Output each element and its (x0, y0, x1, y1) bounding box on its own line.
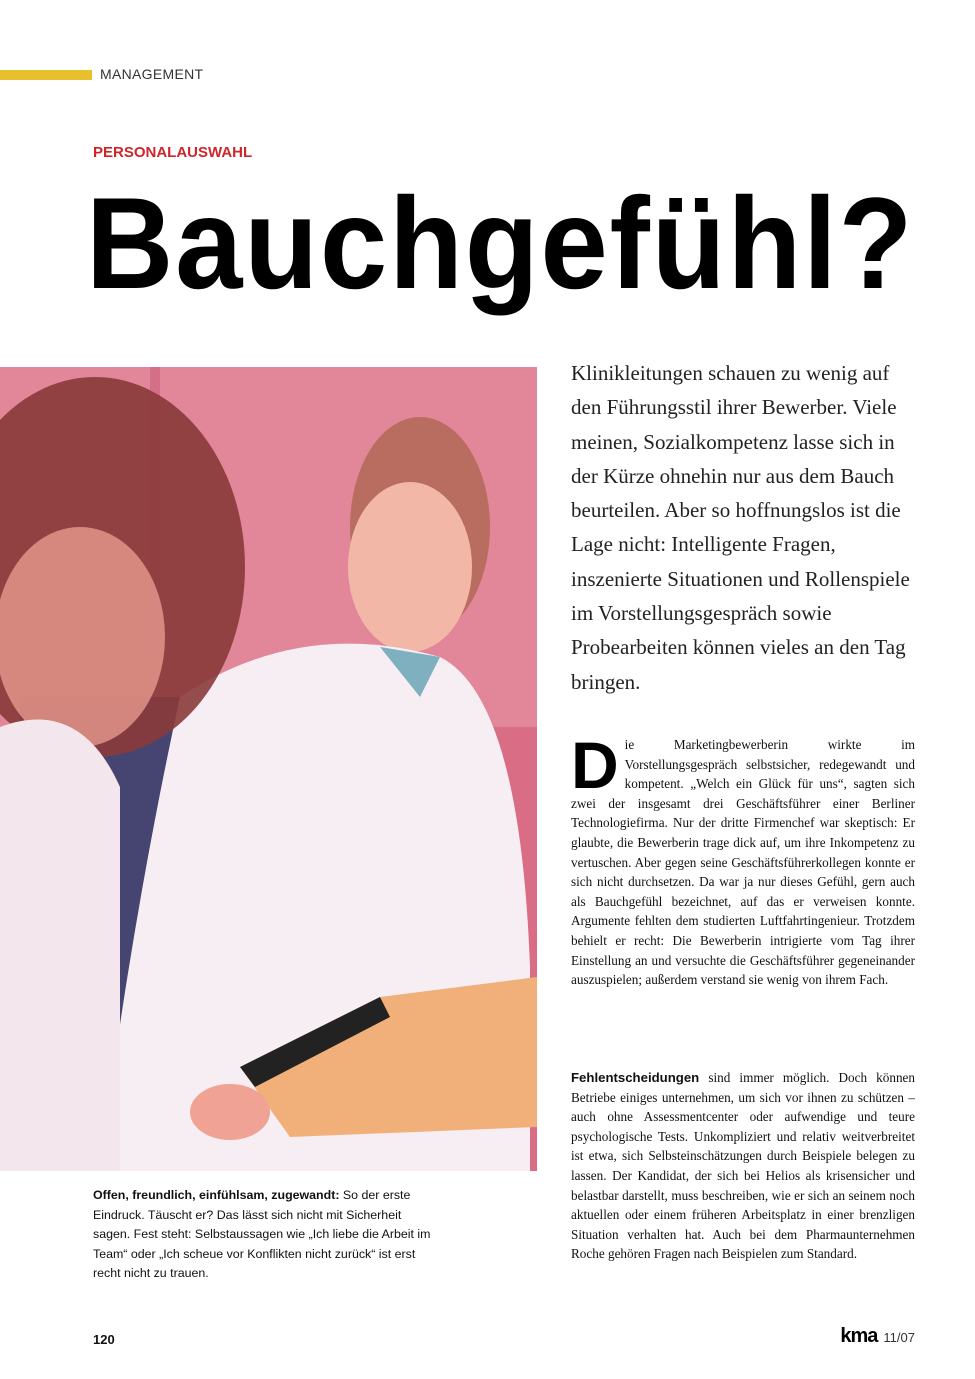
drop-cap: D (571, 728, 619, 802)
paragraph-2-lead: Fehlentscheidungen (571, 1070, 700, 1085)
article-kicker: PERSONALAUSWAHL (93, 144, 253, 161)
caption-lead: Offen, freundlich, einfühlsam, zugewandt: (93, 1188, 340, 1202)
photo-illustration (0, 367, 537, 1171)
section-accent-bar (0, 70, 92, 80)
paragraph-2-text: sind immer möglich. Doch können Betriebe einiges unternehmen, um sich vor ihnen zu schützen – auch ohne Assessmentcenter oder aufwendige und teure psychologische Tests. Unkompliziert und relativ weitverbreitet ist etwa, sich Selbsteinschätzungen durch Beispiele belegen zu lassen. Der Kandidat, der sich bei Helios als krisensicher und belastbar darstellt, muss beschreiben, wie er sich an seinem noch aktuellen oder einem früheren Arbeitsplatz in einer brenzligen Situation verhalten hat. Auch bei dem Pharmaunternehmen Roche gehören Fragen nach Beispielen zum Standard. (571, 1070, 915, 1262)
article-headline: Bauchgefühl? (86, 170, 915, 316)
body-paragraph-2 (571, 1068, 915, 1264)
footer-publication (840, 1325, 915, 1348)
page-number: 120 (93, 1332, 115, 1347)
body-paragraph-1 (571, 728, 915, 990)
article-photo (0, 367, 537, 1171)
photo-caption (93, 1186, 433, 1284)
article-intro (571, 356, 916, 699)
brand-logo: kma (840, 1325, 878, 1347)
section-label: MANAGEMENT (100, 66, 204, 82)
paragraph-1-text: ie Marketingbewerberin wirkte im Vorstellungsgespräch selbstsicher, redegewandt und kompetent. „Welch ein Glück für uns“, sagten sich zwei der insgesamt drei Geschäftsführer einer Berliner Technologiefirma. Nur der dritte Firmenchef war skeptisch: Er glaubte, die Bewerberin trage dick auf, um ihre Inkompetenz zu vertuschen. Aber gegen seine Geschäftsführerkollegen konnte er sich nicht durchsetzen. Da war ja nur dieses Gefühl, gern auch als Bauchgefühl bezeichnet, auf das er verweisen konnte. Argumente fehlten dem studierten Luftfahrtingenieur. Trotzdem behielt er recht: Die Bewerberin intrigierte vom Tag ihrer Einstellung an und versuchte die Geschäftsführer gegeneinander auszuspielen; außerdem verstand sie wenig von ihrem Fach. (571, 737, 915, 988)
intro-text: Klinikleitungen schauen zu wenig auf den Führungsstil ihrer Bewerber. Viele meinen, Sozialkompetenz lasse sich in der Kürze ohnehin nur aus dem Bauch beurteilen. Aber so hoffnungslos ist die Lage nicht: Intelligente Fragen, inszenierte Situationen und Rollenspiele im Vorstellungsgespräch sowie Probearbeiten können vieles an den Tag bringen. (571, 361, 910, 694)
issue-number: 11/07 (883, 1330, 915, 1345)
caption-text: So der erste Eindruck. Täuscht er? Das lässt sich nicht mit Sicherheit sagen. Fest steht: Selbstaussagen wie „Ich liebe die Arbeit im Team“ oder „Ich scheue vor Konflikten nicht zurück“ ist erst recht nicht zu trauen. (93, 1188, 431, 1280)
